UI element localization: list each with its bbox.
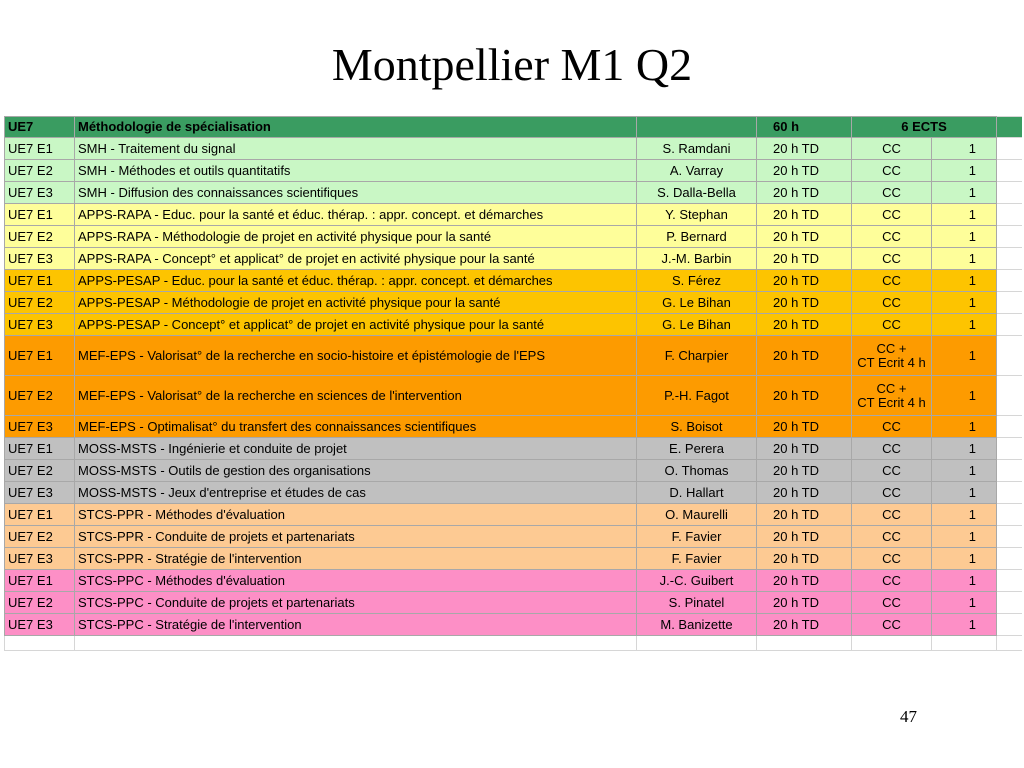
table-row [5, 226, 1023, 248]
blank-cell [997, 117, 1022, 138]
cell-ue: UE7 E2 [5, 226, 75, 248]
table-row [5, 314, 1023, 336]
cell-ects: 1 [932, 416, 997, 438]
cell-ue: UE7 E1 [5, 138, 75, 160]
header-ects: 6 ECTS [852, 117, 997, 138]
cell-ects: 1 [932, 248, 997, 270]
cell-evaluation [852, 292, 932, 314]
table-row [5, 376, 1023, 416]
blank-cell [997, 292, 1022, 314]
cell-professor: F. Charpier [637, 336, 757, 376]
cell-professor: P. Bernard [637, 226, 757, 248]
empty-cell [637, 636, 757, 651]
table-row [5, 248, 1023, 270]
blank-cell [997, 614, 1022, 636]
cell-evaluation [852, 314, 932, 336]
cell-ects: 1 [932, 226, 997, 248]
header-empty-cell [637, 117, 757, 138]
cell-ects: 1 [932, 160, 997, 182]
cell-ue: UE7 E3 [5, 248, 75, 270]
cell-ue: UE7 E1 [5, 504, 75, 526]
evaluation-line: CC [882, 506, 901, 522]
evaluation-line: CC [882, 484, 901, 500]
empty-row [5, 636, 1023, 651]
blank-cell [997, 416, 1022, 438]
cell-course-title: STCS-PPR - Méthodes d'évaluation [75, 504, 637, 526]
table-row [5, 336, 1023, 376]
cell-hours: 20 h TD [757, 270, 852, 292]
empty-cell [997, 636, 1022, 651]
empty-cell [5, 636, 75, 651]
cell-evaluation [852, 270, 932, 292]
evaluation-line: CC [882, 418, 901, 434]
empty-cell [757, 636, 852, 651]
cell-course-title: MOSS-MSTS - Outils de gestion des organisations [75, 460, 637, 482]
header-ue: UE7 [5, 117, 75, 138]
cell-professor: P.-H. Fagot [637, 376, 757, 416]
cell-course-title: APPS-RAPA - Educ. pour la santé et éduc. thérap. : appr. concept. et démarches [75, 204, 637, 226]
cell-professor: S. Boisot [637, 416, 757, 438]
cell-course-title: MOSS-MSTS - Ingénierie et conduite de projet [75, 438, 637, 460]
cell-course-title: APPS-RAPA - Concept° et applicat° de projet en activité physique pour la santé [75, 248, 637, 270]
cell-ects: 1 [932, 570, 997, 592]
blank-cell [997, 226, 1022, 248]
cell-hours: 20 h TD [757, 376, 852, 416]
cell-ects: 1 [932, 504, 997, 526]
cell-hours: 20 h TD [757, 336, 852, 376]
cell-evaluation [852, 504, 932, 526]
cell-professor: F. Favier [637, 526, 757, 548]
empty-cell [932, 636, 997, 651]
table-row [5, 614, 1023, 636]
blank-cell [997, 160, 1022, 182]
cell-evaluation [852, 592, 932, 614]
cell-course-title: APPS-PESAP - Concept° et applicat° de projet en activité physique pour la santé [75, 314, 637, 336]
cell-hours: 20 h TD [757, 504, 852, 526]
empty-cell [75, 636, 637, 651]
evaluation-line: CC [882, 550, 901, 566]
evaluation-line: CC [882, 162, 901, 178]
cell-professor: G. Le Bihan [637, 292, 757, 314]
blank-cell [997, 548, 1022, 570]
cell-evaluation [852, 460, 932, 482]
cell-professor: J.-M. Barbin [637, 248, 757, 270]
cell-ue: UE7 E3 [5, 482, 75, 504]
cell-hours: 20 h TD [757, 204, 852, 226]
evaluation-line: CC [882, 294, 901, 310]
cell-hours: 20 h TD [757, 460, 852, 482]
cell-ue: UE7 E3 [5, 314, 75, 336]
cell-ue: UE7 E1 [5, 438, 75, 460]
cell-course-title: APPS-PESAP - Educ. pour la santé et éduc. thérap. : appr. concept. et démarches [75, 270, 637, 292]
cell-ue: UE7 E1 [5, 570, 75, 592]
cell-professor: O. Thomas [637, 460, 757, 482]
blank-cell [997, 460, 1022, 482]
cell-evaluation [852, 248, 932, 270]
cell-evaluation [852, 482, 932, 504]
cell-hours: 20 h TD [757, 482, 852, 504]
cell-ects: 1 [932, 376, 997, 416]
evaluation-line: CC [882, 316, 901, 332]
blank-cell [997, 570, 1022, 592]
evaluation-line: CC [882, 228, 901, 244]
blank-cell [997, 592, 1022, 614]
cell-evaluation [852, 336, 932, 376]
cell-ue: UE7 E3 [5, 182, 75, 204]
cell-evaluation [852, 226, 932, 248]
cell-ects: 1 [932, 592, 997, 614]
cell-ects: 1 [932, 204, 997, 226]
table-row [5, 526, 1023, 548]
cell-ects: 1 [932, 336, 997, 376]
header-title: Méthodologie de spécialisation [75, 117, 637, 138]
blank-cell [997, 182, 1022, 204]
course-table [4, 116, 1022, 651]
cell-course-title: MEF-EPS - Valorisat° de la recherche en sciences de l'intervention [75, 376, 637, 416]
cell-ects: 1 [932, 438, 997, 460]
cell-course-title: STCS-PPC - Stratégie de l'intervention [75, 614, 637, 636]
cell-professor: A. Varray [637, 160, 757, 182]
blank-cell [997, 270, 1022, 292]
cell-ects: 1 [932, 548, 997, 570]
cell-course-title: STCS-PPC - Conduite de projets et partenariats [75, 592, 637, 614]
evaluation-line: CC [882, 184, 901, 200]
evaluation-line: CC [882, 206, 901, 222]
cell-hours: 20 h TD [757, 438, 852, 460]
blank-cell [997, 138, 1022, 160]
cell-ue: UE7 E2 [5, 460, 75, 482]
evaluation-line: CC [882, 440, 901, 456]
cell-ects: 1 [932, 182, 997, 204]
cell-hours: 20 h TD [757, 526, 852, 548]
blank-cell [997, 314, 1022, 336]
cell-hours: 20 h TD [757, 292, 852, 314]
cell-ects: 1 [932, 292, 997, 314]
cell-professor: O. Maurelli [637, 504, 757, 526]
cell-professor: S. Férez [637, 270, 757, 292]
evaluation-line: CC [882, 528, 901, 544]
cell-ue: UE7 E1 [5, 336, 75, 376]
cell-course-title: STCS-PPR - Conduite de projets et partenariats [75, 526, 637, 548]
cell-hours: 20 h TD [757, 314, 852, 336]
cell-hours: 20 h TD [757, 614, 852, 636]
cell-course-title: SMH - Diffusion des connaissances scientifiques [75, 182, 637, 204]
cell-evaluation [852, 526, 932, 548]
cell-hours: 20 h TD [757, 548, 852, 570]
cell-ue: UE7 E3 [5, 548, 75, 570]
evaluation-line: CC [882, 140, 901, 156]
cell-ue: UE7 E2 [5, 160, 75, 182]
table-row [5, 204, 1023, 226]
cell-professor: E. Perera [637, 438, 757, 460]
cell-ects: 1 [932, 138, 997, 160]
cell-evaluation [852, 570, 932, 592]
cell-ue: UE7 E2 [5, 376, 75, 416]
cell-evaluation [852, 376, 932, 416]
cell-hours: 20 h TD [757, 570, 852, 592]
evaluation-line: CC [882, 594, 901, 610]
cell-hours: 20 h TD [757, 416, 852, 438]
cell-hours: 20 h TD [757, 226, 852, 248]
page-number: 47 [900, 707, 917, 726]
cell-ue: UE7 E1 [5, 270, 75, 292]
table-row [5, 548, 1023, 570]
blank-cell [997, 376, 1022, 416]
evaluation-line: CC [882, 250, 901, 266]
cell-course-title: STCS-PPC - Méthodes d'évaluation [75, 570, 637, 592]
cell-ue: UE7 E3 [5, 614, 75, 636]
table-row [5, 160, 1023, 182]
cell-ue: UE7 E2 [5, 526, 75, 548]
cell-hours: 20 h TD [757, 182, 852, 204]
cell-professor: S. Dalla-Bella [637, 182, 757, 204]
blank-cell [997, 248, 1022, 270]
empty-cell [852, 636, 932, 651]
blank-cell [997, 482, 1022, 504]
blank-cell [997, 504, 1022, 526]
cell-evaluation [852, 182, 932, 204]
blank-cell [997, 204, 1022, 226]
cell-evaluation [852, 548, 932, 570]
evaluation-line: CC [882, 462, 901, 478]
cell-ects: 1 [932, 614, 997, 636]
evaluation-line: CC + [876, 380, 907, 396]
cell-ects: 1 [932, 482, 997, 504]
cell-ue: UE7 E3 [5, 416, 75, 438]
cell-course-title: STCS-PPR - Stratégie de l'intervention [75, 548, 637, 570]
cell-professor: S. Ramdani [637, 138, 757, 160]
table-row [5, 292, 1023, 314]
evaluation-line-2: CT Ecrit 4 h [857, 394, 926, 410]
cell-evaluation [852, 204, 932, 226]
cell-ects: 1 [932, 314, 997, 336]
cell-course-title: MEF-EPS - Valorisat° de la recherche en socio-histoire et épistémologie de l'EPS [75, 336, 637, 376]
table-row [5, 138, 1023, 160]
blank-cell [997, 438, 1022, 460]
cell-course-title: APPS-PESAP - Méthodologie de projet en activité physique pour la santé [75, 292, 637, 314]
cell-evaluation [852, 138, 932, 160]
evaluation-line-2: CT Ecrit 4 h [857, 354, 926, 370]
cell-professor: D. Hallart [637, 482, 757, 504]
cell-course-title: APPS-RAPA - Méthodologie de projet en activité physique pour la santé [75, 226, 637, 248]
table-row [5, 482, 1023, 504]
cell-course-title: MOSS-MSTS - Jeux d'entreprise et études de cas [75, 482, 637, 504]
cell-ue: UE7 E2 [5, 592, 75, 614]
evaluation-line: CC [882, 272, 901, 288]
table-header-row [5, 117, 1023, 138]
cell-ects: 1 [932, 270, 997, 292]
cell-ue: UE7 E1 [5, 204, 75, 226]
cell-evaluation [852, 416, 932, 438]
cell-ects: 1 [932, 460, 997, 482]
cell-course-title: MEF-EPS - Optimalisat° du transfert des connaissances scientifiques [75, 416, 637, 438]
slide-title: Montpellier M1 Q2 [331, 39, 693, 90]
cell-professor: F. Favier [637, 548, 757, 570]
cell-evaluation [852, 438, 932, 460]
cell-hours: 20 h TD [757, 592, 852, 614]
cell-hours: 20 h TD [757, 248, 852, 270]
cell-professor: M. Banizette [637, 614, 757, 636]
evaluation-line: CC [882, 616, 901, 632]
cell-professor: G. Le Bihan [637, 314, 757, 336]
table-row [5, 416, 1023, 438]
cell-evaluation [852, 614, 932, 636]
header-hours: 60 h [757, 117, 852, 138]
cell-hours: 20 h TD [757, 138, 852, 160]
cell-evaluation [852, 160, 932, 182]
blank-cell [997, 336, 1022, 376]
blank-cell [997, 526, 1022, 548]
evaluation-line: CC [882, 572, 901, 588]
table-row [5, 438, 1023, 460]
table-row [5, 182, 1023, 204]
cell-course-title: SMH - Méthodes et outils quantitatifs [75, 160, 637, 182]
cell-professor: Y. Stephan [637, 204, 757, 226]
cell-ue: UE7 E2 [5, 292, 75, 314]
cell-course-title: SMH - Traitement du signal [75, 138, 637, 160]
table-row [5, 592, 1023, 614]
spreadsheet [4, 116, 1022, 654]
cell-professor: S. Pinatel [637, 592, 757, 614]
table-row [5, 270, 1023, 292]
cell-ects: 1 [932, 526, 997, 548]
cell-professor: J.-C. Guibert [637, 570, 757, 592]
table-row [5, 460, 1023, 482]
table-row [5, 504, 1023, 526]
table-row [5, 570, 1023, 592]
evaluation-line: CC + [876, 340, 907, 356]
cell-hours: 20 h TD [757, 160, 852, 182]
